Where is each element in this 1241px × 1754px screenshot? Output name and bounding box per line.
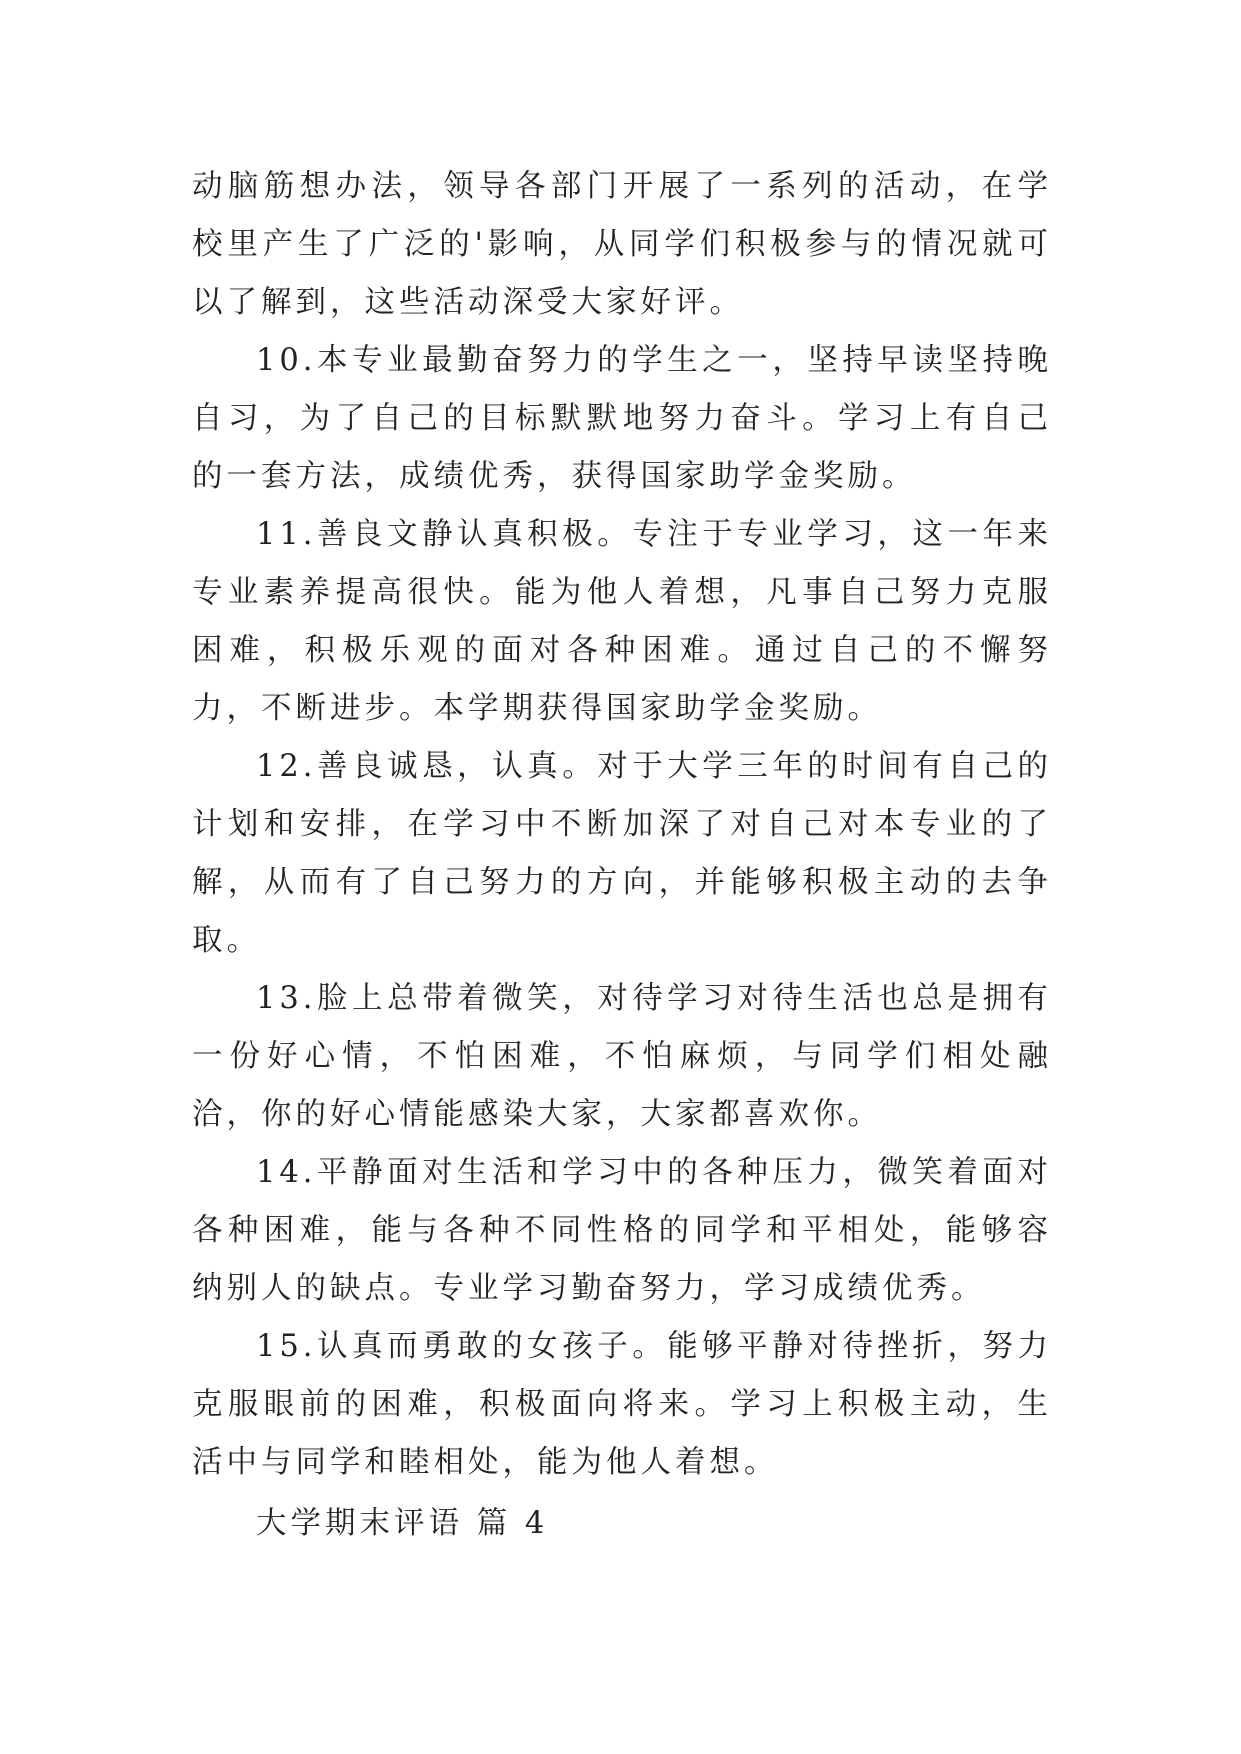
paragraph-comment-11: 11.善良文静认真积极。专注于专业学习，这一年来专业素养提高很快。能为他人着想，凡事自己努力克服困难，积极乐观的面对各种困难。通过自己的不懈努力，不断进步。本学期获得国家助学金奖励。	[192, 517, 1052, 726]
paragraph-comment-14: 14.平静面对生活和学习中的各种压力，微笑着面对各种困难，能与各种不同性格的同学和平相处，能够容纳别人的缺点。专业学习勤奋努力，学习成绩优秀。	[192, 1155, 1052, 1306]
section-title: 大学期末评语 篇 4	[256, 1506, 549, 1541]
paragraph-comment-10: 10.本专业最勤奋努力的学生之一，坚持早读坚持晚自习，为了自己的目标默默地努力奋斗。学习上有自己的一套方法，成绩优秀，获得国家助学金奖励。	[192, 343, 1052, 494]
paragraph-comment-15: 15.认真而勇敢的女孩子。能够平静对待挫折，努力克服眼前的困难，积极面向将来。学习上积极主动，生活中与同学和睦相处，能为他人着想。	[192, 1329, 1052, 1480]
paragraph-continuation: 动脑筋想办法，领导各部门开展了一系列的活动，在学校里产生了广泛的'影响，从同学们积极参与的情况就可以了解到，这些活动深受大家好评。	[192, 169, 1052, 320]
document-body	[192, 158, 1052, 1492]
paragraph-comment-12: 12.善良诚恳，认真。对于大学三年的时间有自己的计划和安排，在学习中不断加深了对自己对本专业的了解，从而有了自己努力的方向，并能够积极主动的去争取。	[192, 749, 1052, 958]
paragraph-comment-13: 13.脸上总带着微笑，对待学习对待生活也总是拥有一份好心情，不怕困难，不怕麻烦，与同学们相处融洽，你的好心情能感染大家，大家都喜欢你。	[192, 981, 1052, 1132]
